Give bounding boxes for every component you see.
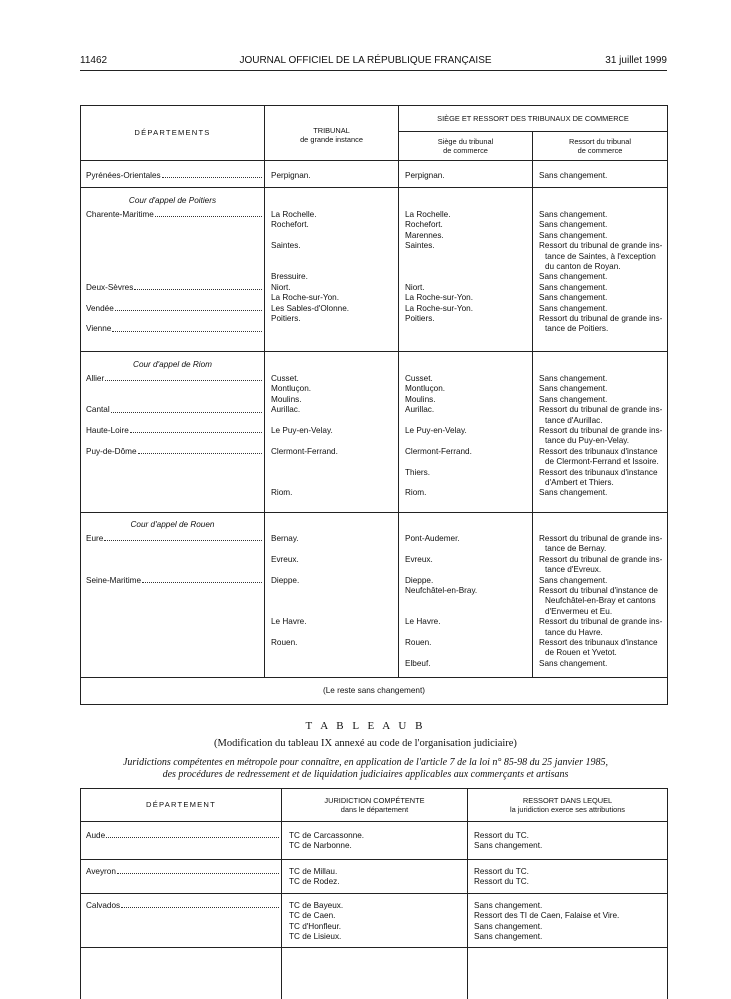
siege-cell: Perpignan.: [405, 171, 445, 180]
tgi-cell: Dieppe.: [271, 575, 300, 585]
tgi-cell: Clermont-Ferrand.: [271, 446, 338, 456]
ressort-cell: Ressort du tribunal de grande ins-: [539, 554, 663, 564]
siege-cell: Evreux.: [405, 554, 433, 564]
siege-cell: La Roche-sur-Yon.: [405, 293, 473, 303]
dept-name: Charente-Maritime: [86, 210, 154, 219]
juridiction-line: TC de Narbonne.: [289, 841, 352, 851]
ressort-b-cell: [474, 831, 542, 852]
table-a: [80, 105, 668, 705]
ressort-cell: Ressort du tribunal d'instance de: [539, 585, 658, 595]
siege-cell: Rochefort.: [405, 220, 443, 230]
dept-name: Allier: [86, 374, 105, 383]
ressort-cell: Ressort du tribunal de grande ins-: [539, 405, 663, 415]
siege-cell: Montluçon.: [405, 384, 446, 394]
siege-cell: Elbeuf.: [405, 658, 431, 668]
ressort-cell: Ressort du tribunal de grande ins-: [539, 617, 663, 627]
ressort-line: Ressort des TI de Caen, Falaise et Vire.: [474, 911, 620, 921]
ressort-cell: Ressort du tribunal de grande ins-: [539, 425, 663, 435]
tgi-cell: Le Puy-en-Velay.: [271, 425, 333, 435]
siege-cell: La Rochelle.: [405, 210, 451, 219]
table-a-hline: [81, 351, 667, 352]
section2-ressort-col: [539, 374, 662, 499]
juridiction-line: TC de Bayeux.: [289, 901, 344, 910]
ressort-line: Ressort du TC.: [474, 867, 529, 876]
ressort-cell: tance de Poitiers.: [545, 324, 609, 334]
table-a-hline: [81, 512, 667, 513]
tgi-cell: Cusset.: [271, 374, 299, 383]
header-siege-ressort: SIÈGE ET RESSORT DES TRIBUNAUX DE COMMERCE: [437, 114, 629, 123]
tgi-cell: Bressuire.: [271, 272, 308, 282]
juridiction-line: TC de Millau.: [289, 867, 338, 876]
siege-cell: Poitiers.: [405, 313, 435, 323]
dept-name: Calvados: [86, 901, 121, 910]
siege-cell: Le Havre.: [405, 617, 441, 627]
siege-cell: Clermont-Ferrand.: [405, 446, 472, 456]
ressort-line: Sans changement.: [474, 901, 543, 910]
dept-name: Cantal: [86, 405, 110, 415]
dept-name: Seine-Maritime: [86, 575, 142, 585]
header-tribunal-line2: de grande instance: [300, 135, 363, 144]
header-juridiction-line2: dans le département: [340, 805, 409, 814]
header-ressort-line2: de commerce: [577, 146, 623, 155]
section1-dept-col: [86, 210, 262, 335]
ressort-cell: Sans changement.: [539, 374, 608, 383]
dept-name: Haute-Loire: [86, 425, 129, 435]
dept-name: Vienne: [86, 324, 112, 334]
table-a-footer: (Le reste sans changement): [323, 686, 425, 695]
ressort-b-cell: [474, 867, 529, 888]
header-juridiction: [282, 796, 467, 814]
siege-cell: Saintes.: [405, 241, 435, 251]
tgi-cell: La Roche-sur-Yon.: [271, 293, 339, 303]
ressort-cell: Neufchâtel-en-Bray et cantons: [545, 596, 656, 606]
section3-siege-col: [405, 534, 477, 669]
section1-ressort-col: [539, 210, 662, 335]
ressort-cell: Ressort du tribunal de grande ins-: [539, 534, 663, 543]
ressort-cell: Ressort des tribunaux d'instance: [539, 446, 658, 456]
tgi-cell: Montluçon.: [271, 384, 312, 394]
ressort-line: Ressort du TC.: [474, 877, 529, 887]
table-row: [86, 901, 279, 911]
tgi-cell: Rochefort.: [271, 220, 309, 230]
section3-dept-col: [86, 534, 262, 586]
table-a-vline: [398, 106, 399, 678]
table-a-hline: [81, 187, 667, 188]
siege-cell: La Roche-sur-Yon.: [405, 303, 473, 313]
siege-cell: Le Puy-en-Velay.: [405, 425, 467, 435]
ressort-cell: Sans changement.: [539, 210, 608, 219]
dept-name: Deux-Sèvres: [86, 282, 134, 292]
section2-dept-col: [86, 374, 262, 457]
siege-cell: Aurillac.: [405, 405, 435, 415]
tgi-cell: Saintes.: [271, 241, 301, 251]
siege-cell: Pont-Audemer.: [405, 534, 460, 543]
ressort-cell: Sans changement.: [539, 230, 608, 240]
ressort-line: Sans changement.: [474, 932, 543, 942]
tgi-cell: Niort.: [271, 282, 291, 292]
header-ressort-b-line2: la juridiction exerce ses attributions: [509, 805, 626, 814]
tgi-cell: Perpignan.: [271, 171, 311, 180]
header-siege-line1: Siège du tribunal: [437, 137, 494, 146]
table-a-hline: [81, 677, 667, 678]
ressort-cell: Ressort du tribunal de grande ins-: [539, 313, 663, 323]
cour-poitiers: Cour d'appel de Poitiers: [128, 196, 217, 205]
page-number: 11462: [80, 55, 108, 66]
tgi-cell: Poitiers.: [271, 313, 301, 323]
header-siege: [399, 137, 532, 155]
siege-cell: Neufchâtel-en-Bray.: [405, 585, 478, 595]
ressort-cell: Sans changement.: [539, 658, 608, 668]
ressort-cell: de Clermont-Ferrand et Issoire.: [545, 457, 659, 467]
ressort-cell: de Rouen et Yvetot.: [545, 648, 617, 658]
header-ressort-b-line1: RESSORT DANS LEQUEL: [522, 796, 613, 805]
juridiction-line: TC de Rodez.: [289, 877, 340, 887]
header-rule: [80, 70, 667, 71]
tgi-cell: Riom.: [271, 488, 293, 498]
tableau-b-caption-1: Juridictions compétentes en métropole pour connaître, en application de l'article 7 de la loi n° 85-98 du 25 janvier 1985,: [122, 757, 609, 768]
table-b-hline: [81, 859, 667, 860]
header-ressort-b: [468, 796, 667, 814]
siege-cell: Niort.: [405, 282, 425, 292]
tgi-cell: Les Sables-d'Olonne.: [271, 303, 350, 313]
siege-cell: Thiers.: [405, 467, 431, 477]
ressort-cell: Sans changement.: [539, 293, 608, 303]
table-b-hline: [81, 947, 667, 948]
ressort-cell: tance de Saintes, à l'exception: [545, 251, 656, 261]
tgi-cell: Aurillac.: [271, 405, 301, 415]
tgi-cell: Evreux.: [271, 554, 299, 564]
section2-siege-col: [405, 374, 472, 499]
ressort-cell: tance de Bernay.: [545, 544, 607, 554]
siege-cell: Rouen.: [405, 637, 432, 647]
section1-tgi-col: [271, 210, 349, 324]
ressort-cell: du canton de Royan.: [545, 261, 621, 271]
table-b-hline: [81, 821, 667, 822]
section3-ressort-col: [539, 534, 662, 669]
dept-name: Vendée: [86, 303, 114, 313]
tgi-cell: La Rochelle.: [271, 210, 317, 219]
dept-name: Eure: [86, 534, 104, 543]
ressort-cell: Ressort des tribunaux d'instance: [539, 467, 658, 477]
juridiction-line: TC de Carcassonne.: [289, 831, 365, 840]
header-departement: DÉPARTEMENT: [146, 800, 216, 809]
table-a-vline: [264, 106, 265, 678]
ressort-cell: Sans changement.: [539, 272, 608, 282]
juridiction-cell: [289, 901, 343, 943]
ressort-cell: Sans changement.: [539, 384, 608, 394]
table-a-hline: [398, 131, 667, 132]
ressort-cell: Ressort du tribunal de grande ins-: [539, 241, 663, 251]
dept-name: Aveyron: [86, 867, 116, 876]
header-ressort-line1: Ressort du tribunal: [568, 137, 632, 146]
header-tribunal: [265, 126, 398, 144]
ressort-line: Sans changement.: [474, 921, 543, 931]
ressort-b-cell: [474, 901, 619, 943]
ressort-line: Ressort du TC.: [474, 831, 529, 840]
siege-cell: Riom.: [405, 488, 427, 498]
table-b: [80, 788, 668, 999]
table-row: [86, 867, 279, 877]
juridiction-line: TC d'Honfleur.: [289, 921, 342, 931]
ressort-cell: Sans changement.: [539, 171, 608, 180]
section0-ressort-col: [539, 171, 607, 181]
header-tribunal-line1: TRIBUNAL: [313, 126, 350, 135]
tgi-cell: Moulins.: [271, 394, 302, 404]
section0-tgi-col: [271, 171, 311, 181]
table-b-hline: [81, 893, 667, 894]
siege-cell: Marennes.: [405, 230, 444, 240]
header-siege-line2: de commerce: [443, 146, 488, 155]
siege-cell: Moulins.: [405, 394, 436, 404]
tgi-cell: Le Havre.: [271, 617, 307, 627]
tableau-b-title: T A B L E A U B: [305, 720, 426, 732]
ressort-line: Sans changement.: [474, 841, 543, 851]
section3-tgi-col: [271, 534, 307, 648]
section0-siege-col: [405, 171, 445, 181]
ressort-cell: Sans changement.: [539, 282, 608, 292]
header-juridiction-line1: JURIDICTION COMPÉTENTE: [324, 796, 425, 805]
ressort-cell: tance d'Evreux.: [545, 565, 602, 575]
dept-name: Aude: [86, 831, 106, 840]
table-a-vline: [532, 131, 533, 678]
siege-cell: Dieppe.: [405, 575, 434, 585]
journal-title: JOURNAL OFFICIEL DE LA RÉPUBLIQUE FRANÇAISE: [239, 55, 492, 66]
ressort-cell: Sans changement.: [539, 394, 608, 404]
section2-tgi-col: [271, 374, 338, 499]
ressort-cell: Sans changement.: [539, 303, 608, 313]
cour-riom: Cour d'appel de Riom: [133, 360, 212, 369]
header-ressort: [533, 137, 667, 155]
ressort-cell: d'Ambert et Thiers.: [545, 477, 614, 487]
ressort-cell: Ressort des tribunaux d'instance: [539, 637, 658, 647]
tableau-b-caption-2: des procédures de redressement et de liquidation judiciaires applicables aux commerçants et artisans: [162, 769, 569, 780]
table-a-hline: [81, 160, 667, 161]
ressort-cell: Sans changement.: [539, 220, 608, 230]
ressort-cell: tance du Havre.: [545, 627, 603, 637]
section0-dept-col: [86, 171, 262, 181]
dept-name: Pyrénées-Orientales: [86, 171, 161, 180]
ressort-cell: tance du Puy-en-Velay.: [545, 436, 630, 446]
ressort-cell: tance d'Aurillac.: [545, 415, 603, 425]
ressort-cell: Sans changement.: [539, 488, 608, 498]
juridiction-line: TC de Lisieux.: [289, 932, 342, 942]
dept-name: Puy-de-Dôme: [86, 446, 137, 456]
tableau-b-subtitle: (Modification du tableau IX annexé au code de l'organisation judiciaire): [214, 738, 517, 749]
siege-cell: Cusset.: [405, 374, 433, 383]
table-row: [86, 831, 279, 841]
tgi-cell: Rouen.: [271, 637, 298, 647]
tgi-cell: Bernay.: [271, 534, 299, 543]
juridiction-line: TC de Caen.: [289, 911, 336, 921]
ressort-cell: d'Envermeu et Eu.: [545, 606, 613, 616]
juridiction-cell: [289, 867, 340, 888]
section1-siege-col: [405, 210, 473, 324]
cour-rouen: Cour d'appel de Rouen: [130, 520, 215, 529]
juridiction-cell: [289, 831, 364, 852]
ressort-cell: Sans changement.: [539, 575, 608, 585]
header-departements: DÉPARTEMENTS: [134, 128, 211, 137]
page-date: 31 juillet 1999: [605, 55, 667, 66]
